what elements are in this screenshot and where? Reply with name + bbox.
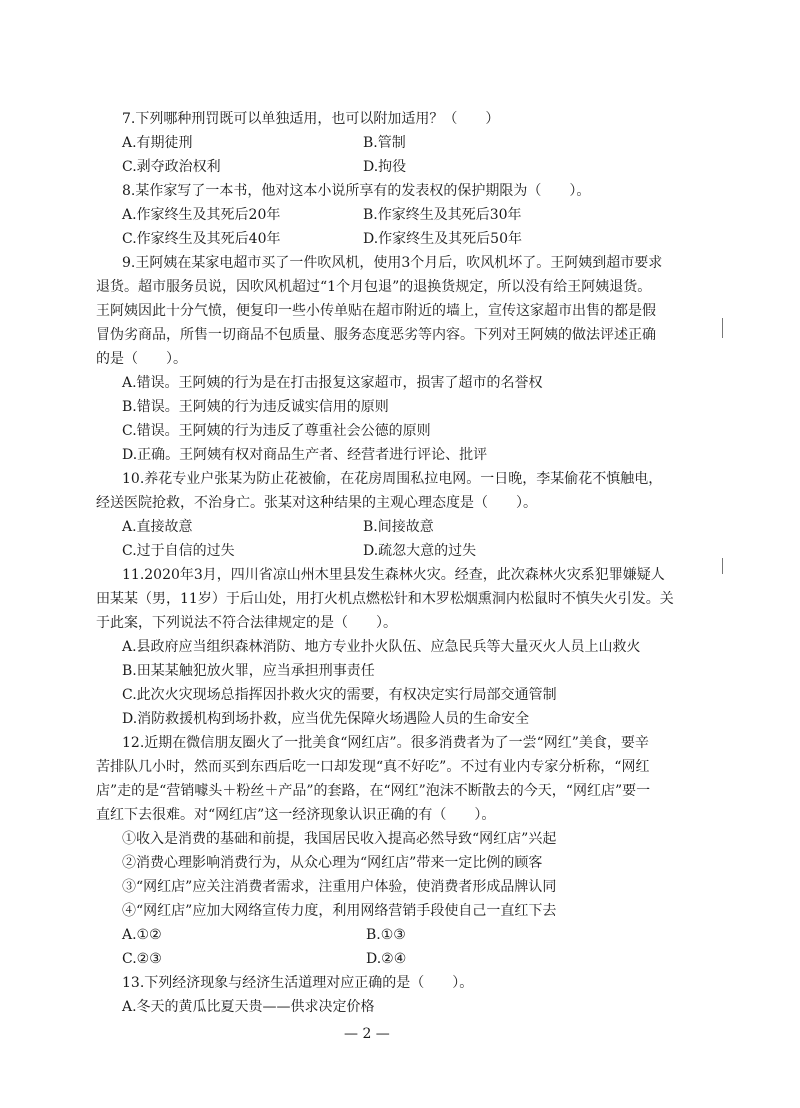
q8-option-a: A.作家终生及其死后20年 — [122, 207, 281, 223]
q9-stem-line-4: 冒伪劣商品，所售一切商品不包质量、服务态度恶劣等内容。下列对王阿姨的做法评述正确 — [96, 327, 656, 343]
q11-stem-line-2: 田某某（男，11岁）于后山处，用打火机点燃松针和木罗松烟熏洞内松鼠时不慎失火引发。关 — [96, 591, 674, 607]
q9-stem-line-2: 退货。超市服务员说，因吹风机超过“1个月包退”的退换货规定，所以没有给王阿姨退货。 — [96, 279, 652, 295]
q12-stem-line-1: 12.近期在微信朋友圈火了一批美食“网红店”。很多消费者为了一尝“网红”美食，要辛 — [122, 735, 649, 751]
q12-option-b: B.①③ — [366, 927, 406, 943]
q12-stem-line-2: 苦排队几小时，然而买到东西后吃一口却发现“真不好吃”。不过有业内专家分析称，“网红 — [96, 759, 650, 775]
q10-stem-line-2: 经送医院抢救，不治身亡。张某对这种结果的主观心理态度是（ ）。 — [96, 495, 537, 511]
q11-stem-line-1: 11.2020年3月，四川省凉山州木里县发生森林火灾。经查，此次森林火灾系犯罪嫌疑人 — [122, 567, 665, 583]
q11-option-d: D.消防救援机构到场扑救，应当优先保障火场遇险人员的生命安全 — [122, 711, 530, 727]
q12-option-a: A.①② — [122, 927, 162, 943]
q8-stem: 8.某作家写了一本书，他对这本小说所享有的发表权的保护期限为（ ）。 — [122, 183, 591, 199]
q12-stem-line-3: 店”走的是“营销噱头＋粉丝＋产品”的套路，在“网红”泡沫不断散去的今天，“网红店”要一 — [96, 783, 651, 799]
q11-stem-line-3: 于此案，下列说法不符合法律规定的是（ ）。 — [96, 615, 397, 631]
q10-option-a: A.直接故意 — [122, 519, 193, 535]
q7-option-d: D.拘役 — [363, 159, 407, 175]
q12-option-d: D.②④ — [366, 951, 407, 967]
q8-option-c: C.作家终生及其死后40年 — [122, 231, 281, 247]
q7-option-c: C.剥夺政治权利 — [122, 159, 221, 175]
q9-stem-line-1: 9.王阿姨在某家电超市买了一件吹风机，使用3个月后，吹风机坏了。王阿姨到超市要求 — [122, 255, 663, 271]
q9-stem-line-3: 王阿姨因此十分气愤，便复印一些小传单贴在超市附近的墙上，宣传这家超市出售的都是假 — [96, 303, 656, 319]
q9-option-a: A.错误。王阿姨的行为是在打击报复这家超市，损害了超市的名誉权 — [122, 375, 543, 391]
q7-stem: 7.下列哪种刑罚既可以单独适用，也可以附加适用？（ ） — [122, 111, 500, 127]
q13-stem: 13.下列经济现象与经济生活道理对应正确的是（ ）。 — [122, 975, 474, 991]
q12-statement-1: ①收入是消费的基础和前提，我国居民收入提高必然导致“网红店”兴起 — [122, 831, 557, 847]
q10-stem-line-1: 10.养花专业户张某为防止花被偷，在花房周围私拉电网。一日晚，李某偷花不慎触电， — [122, 471, 663, 487]
q10-option-d: D.疏忽大意的过失 — [363, 543, 477, 559]
q12-statement-2: ②消费心理影响消费行为，从众心理为“网红店”带来一定比例的顾客 — [122, 855, 543, 871]
q9-option-b: B.错误。王阿姨的行为违反诚实信用的原则 — [122, 399, 389, 415]
page-number: — 2 — — [344, 1026, 390, 1042]
q10-option-b: B.间接故意 — [363, 519, 434, 535]
q12-statement-4: ④“网红店”应加大网络宣传力度，利用网络营销手段使自己一直红下去 — [122, 903, 557, 919]
q7-option-a: A.有期徒刑 — [122, 135, 193, 151]
q12-stem-line-4: 直红下去很难。对“网红店”这一经济现象认识正确的有（ ）。 — [96, 807, 496, 823]
q8-option-d: D.作家终生及其死后50年 — [363, 231, 522, 247]
q11-option-b: B.田某某触犯放火罪，应当承担刑事责任 — [122, 663, 375, 679]
q13-option-a: A.冬天的黄瓜比夏天贵——供求决定价格 — [122, 999, 375, 1015]
q11-option-a: A.县政府应当组织森林消防、地方专业扑火队伍、应急民兵等大量灭火人员上山救火 — [122, 639, 641, 655]
q12-statement-3: ③“网红店”应关注消费者需求，注重用户体验，使消费者形成品牌认同 — [122, 879, 557, 895]
q9-option-d: D.正确。王阿姨有权对商品生产者、经营者进行评论、批评 — [122, 447, 488, 463]
q9-stem-line-5: 的是（ ）。 — [96, 351, 187, 367]
q9-option-c: C.错误。王阿姨的行为违反了尊重社会公德的原则 — [122, 423, 431, 439]
q7-option-b: B.管制 — [363, 135, 406, 151]
scan-edge-mark — [722, 318, 723, 338]
q8-option-b: B.作家终生及其死后30年 — [363, 207, 522, 223]
q11-option-c: C.此次火灾现场总指挥因扑救火灾的需要，有权决定实行局部交通管制 — [122, 687, 557, 703]
q12-option-c: C.②③ — [122, 951, 162, 967]
scan-edge-mark-2 — [722, 558, 723, 574]
q10-option-c: C.过于自信的过失 — [122, 543, 235, 559]
